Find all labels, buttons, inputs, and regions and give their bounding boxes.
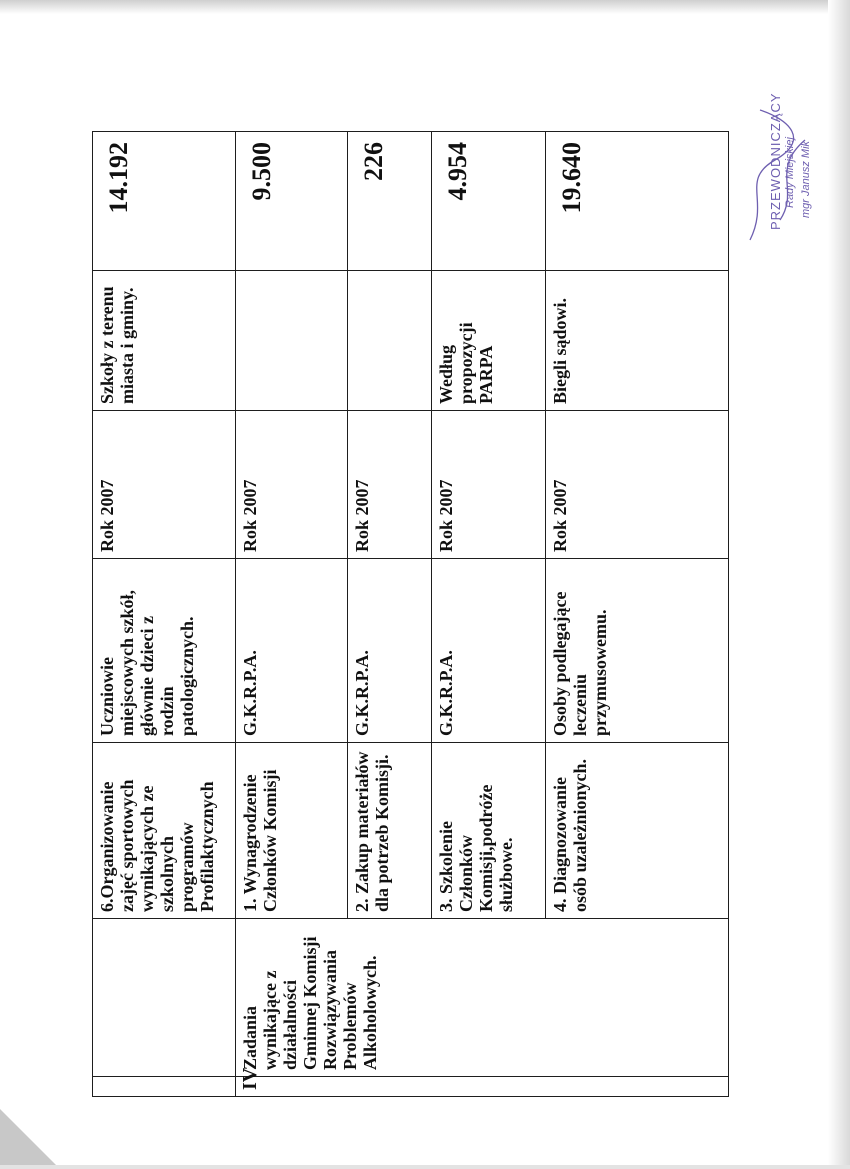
cell-task: 6.Organizowanie zajęć sportowych wynikających ze szkolnych programów Profilaktycznych xyxy=(93,743,236,919)
cell-term: Rok 2007 xyxy=(93,411,236,559)
cell-recipients: Uczniowie miejscowych szkół, głównie dzieci z rodzin patologicznych. xyxy=(93,559,236,743)
stamp-council: Rady Miejskiej xyxy=(784,137,796,208)
cell-recipients: G.K.R.P.A. xyxy=(432,559,546,743)
cell-task: 3. Szkolenie Członków Komisji,podróże służbowe. xyxy=(432,743,546,919)
stamp-name: mgr Janusz Mik xyxy=(800,140,812,218)
rotated-table-wrapper xyxy=(92,132,728,1097)
cell-recipients: G.K.R.P.A. xyxy=(348,559,432,743)
cell-partner: Biegli sądowi. xyxy=(546,271,729,411)
cell-task: 2. Zakup materiałów dla potrzeb Komisji. xyxy=(348,743,432,919)
cell-roman xyxy=(93,1077,236,1097)
cell-recipients: G.K.R.P.A. xyxy=(236,559,348,743)
cell-amount: 4.954 xyxy=(432,132,546,271)
chairman-stamp xyxy=(730,80,840,250)
cell-partner: Według propozycji PARPA xyxy=(432,271,546,411)
cell-roman: IV xyxy=(236,1077,729,1097)
cell-task: 4. Diagnozowanie osób uzależnionych. xyxy=(546,743,729,919)
cell-partner xyxy=(348,271,432,411)
stamp-title: PRZEWODNICZĄCY xyxy=(768,92,783,230)
cell-partner xyxy=(236,271,348,411)
cell-section-title: Zadania wynikające z działalności Gminnej Komisji Rozwiązywania Problemów Alkoholowych. xyxy=(236,919,729,1077)
cell-term: Rok 2007 xyxy=(348,411,432,559)
cell-term: Rok 2007 xyxy=(432,411,546,559)
cell-title xyxy=(93,919,236,1077)
cell-amount: 9.500 xyxy=(236,132,348,271)
cell-partner: Szkoły z terenu miasta i gminy. xyxy=(93,271,236,411)
cell-term: Rok 2007 xyxy=(546,411,729,559)
table-row xyxy=(236,132,348,1097)
cell-amount: 19.640 xyxy=(546,132,729,271)
budget-table xyxy=(92,131,729,1097)
signature-icon xyxy=(730,80,840,250)
cell-task: 1. Wynagrodzenie Członków Komisji xyxy=(236,743,348,919)
table-row xyxy=(93,132,236,1097)
cell-term: Rok 2007 xyxy=(236,411,348,559)
scan-top-edge xyxy=(0,0,850,14)
cell-amount: 14.192 xyxy=(93,132,236,271)
scan-folded-corner xyxy=(0,1109,60,1169)
cell-recipients: Osoby podlegające leczeniu przymusowemu. xyxy=(546,559,729,743)
cell-amount: 226 xyxy=(348,132,432,271)
scan-bottom-edge xyxy=(0,1165,850,1169)
